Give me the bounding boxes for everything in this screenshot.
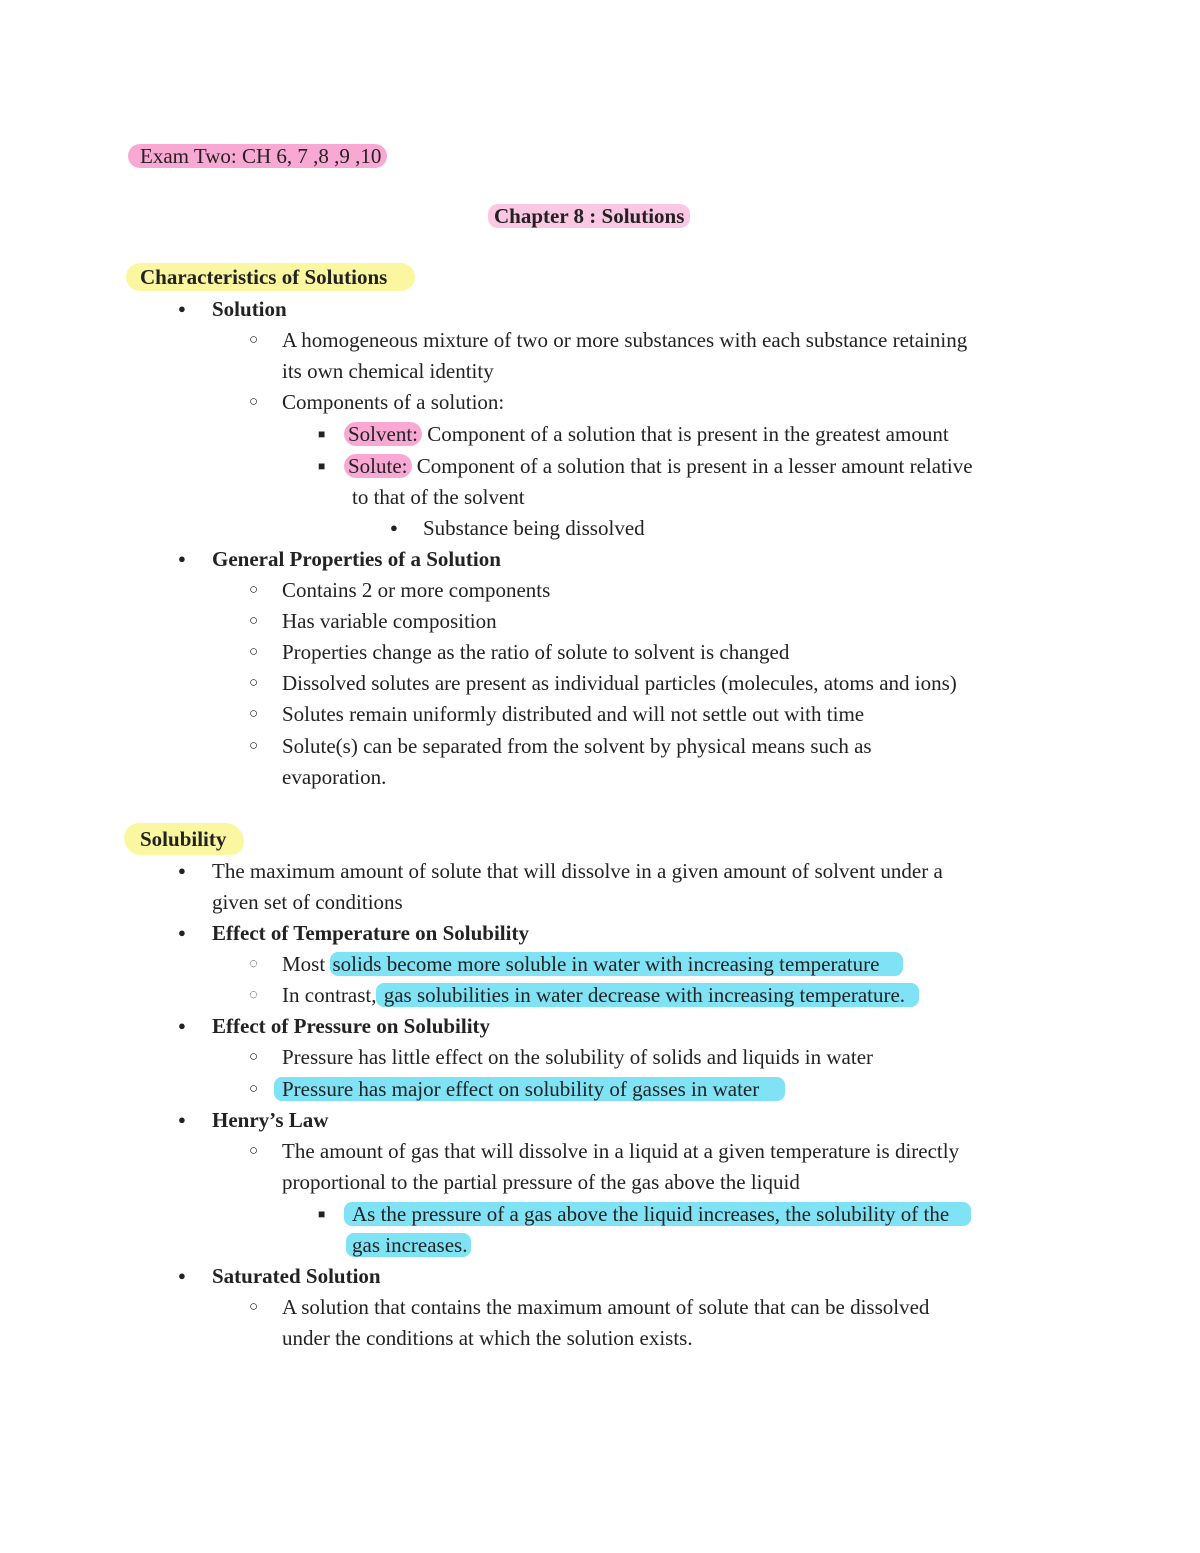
solute-sub: Substance being dissolved	[423, 516, 645, 540]
solute-def-line2: to that of the solvent	[352, 485, 525, 509]
bullet-circle-icon: ○	[249, 1299, 259, 1315]
bullet-disc-icon: ●	[390, 520, 398, 535]
temp-item-2-pre: In contrast,	[282, 983, 377, 1007]
solute-term: Solute:	[344, 454, 412, 478]
temp-item-1-pre: Most	[282, 952, 331, 976]
temp-item-1	[282, 951, 903, 977]
label-saturated-solution: Saturated Solution	[212, 1264, 381, 1288]
solute-def: Component of a solution that is present in a lesser amount relative	[411, 454, 973, 478]
temp-item-2	[282, 982, 919, 1008]
chapter-title-text: Chapter 8 : Solutions	[488, 204, 690, 228]
henry-sub-highlight-2: gas increases.	[346, 1233, 471, 1257]
solubility-def-line1: The maximum amount of solute that will dissolve in a given amount of solvent under a	[212, 859, 943, 883]
bullet-disc-icon: ●	[178, 925, 186, 940]
bullet-circle-icon: ○	[249, 332, 259, 348]
henry-def-line2: proportional to the partial pressure of the gas above the liquid	[282, 1170, 800, 1194]
section-heading-characteristics	[126, 264, 415, 290]
henry-sub-line1	[344, 1201, 971, 1227]
bullet-disc-icon: ●	[178, 301, 186, 316]
bullet-circle-icon: ○	[249, 675, 259, 691]
bullet-disc-icon: ●	[178, 1018, 186, 1033]
bullet-circle-icon: ○	[249, 613, 259, 629]
general-item: Contains 2 or more components	[282, 578, 551, 602]
exam-line-text: Exam Two: CH 6, 7 ,8 ,9 ,10	[128, 144, 387, 168]
saturated-def-line2: under the conditions at which the solution exists.	[282, 1326, 693, 1350]
bullet-circle-icon: ○	[249, 738, 259, 754]
general-item: Solutes remain uniformly distributed and will not settle out with time	[282, 702, 865, 726]
label-solution: Solution	[212, 297, 287, 321]
solution-def-line2: its own chemical identity	[282, 359, 494, 383]
components-label: Components of a solution:	[282, 390, 505, 414]
section-heading-text: Solubility	[124, 823, 244, 855]
henry-def-line1: The amount of gas that will dissolve in a liquid at a given temperature is directly	[282, 1139, 960, 1163]
bullet-circle-icon: ○	[249, 394, 259, 410]
label-general-properties: General Properties of a Solution	[212, 547, 501, 571]
solvent-term: Solvent:	[344, 422, 422, 446]
bullet-disc-icon: ●	[178, 1268, 186, 1283]
label-effect-pressure: Effect of Pressure on Solubility	[212, 1014, 491, 1038]
general-item: Dissolved solutes are present as individual particles (molecules, atoms and ions)	[282, 671, 957, 695]
bullet-dotted-circle-icon: ◌	[249, 987, 258, 1003]
temp-item-1-highlight: solids become more soluble in water with increasing temperature	[330, 952, 903, 976]
general-item-cont: evaporation.	[282, 765, 387, 789]
bullet-circle-icon: ○	[249, 706, 259, 722]
section-heading-text: Characteristics of Solutions	[126, 263, 415, 291]
pressure-item-2	[274, 1076, 785, 1102]
general-item: Properties change as the ratio of solute to solvent is changed	[282, 640, 790, 664]
solvent-line	[344, 421, 949, 447]
temp-item-2-highlight: gas solubilities in water decrease with increasing temperature.	[376, 983, 919, 1007]
chapter-title	[488, 203, 690, 229]
bullet-square-icon: ■	[318, 427, 326, 441]
label-henrys-law: Henry’s Law	[212, 1108, 329, 1132]
bullet-circle-icon: ○	[249, 1049, 259, 1065]
label-effect-temperature: Effect of Temperature on Solubility	[212, 921, 529, 945]
solution-def-line1: A homogeneous mixture of two or more substances with each substance retaining	[282, 328, 968, 352]
solvent-def: Component of a solution that is present in the greatest amount	[422, 422, 949, 446]
bullet-dotted-circle-icon: ◌	[249, 956, 258, 972]
bullet-disc-icon: ●	[178, 551, 186, 566]
general-item: Solute(s) can be separated from the solvent by physical means such as	[282, 734, 872, 758]
general-item: Has variable composition	[282, 609, 497, 633]
bullet-square-icon: ■	[318, 459, 326, 473]
pressure-item-2-highlight: Pressure has major effect on solubility of gasses in water	[274, 1077, 785, 1101]
pressure-item-1: Pressure has little effect on the solubility of solids and liquids in water	[282, 1045, 874, 1069]
bullet-disc-icon: ●	[178, 863, 186, 878]
section-heading-solubility	[124, 826, 244, 852]
bullet-circle-icon: ○	[249, 644, 259, 660]
solubility-def-line2: given set of conditions	[212, 890, 403, 914]
bullet-circle-icon: ○	[249, 1143, 259, 1159]
bullet-disc-icon: ●	[178, 1112, 186, 1127]
henry-sub-highlight-1: As the pressure of a gas above the liquid increases, the solubility of the	[344, 1202, 971, 1226]
saturated-def-line1: A solution that contains the maximum amount of solute that can be dissolved	[282, 1295, 930, 1319]
bullet-circle-icon: ○	[249, 582, 259, 598]
bullet-circle-icon: ○	[249, 1081, 259, 1097]
bullet-square-icon: ■	[318, 1207, 326, 1221]
henry-sub-line2	[346, 1232, 471, 1258]
solute-line	[344, 453, 973, 479]
exam-line	[128, 143, 387, 169]
